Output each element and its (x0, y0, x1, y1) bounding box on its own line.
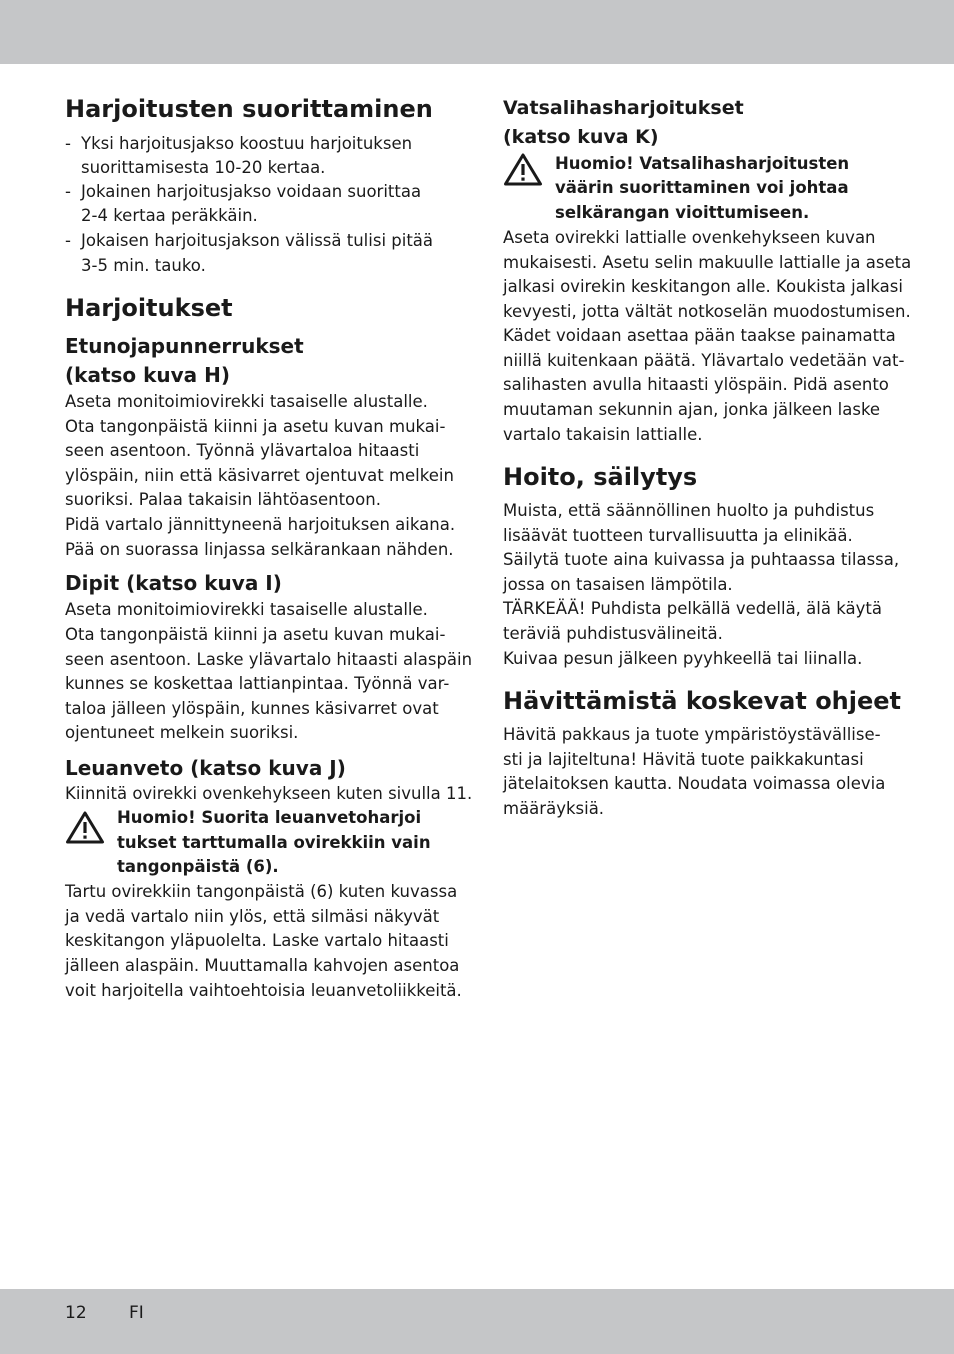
body-line: jälleen alaspäin. Muuttamalla kahvojen asentoa (65, 956, 460, 975)
warning-text-line: Huomio! Vatsalihasharjoitusten (555, 154, 850, 173)
body-line: Ota tangonpäistä kiinni ja asetu kuvan mukai- (65, 417, 446, 436)
bullet-dash: - (65, 231, 71, 250)
body-line: kunnes se koskettaa lattianpintaa. Työnnä var- (65, 674, 450, 693)
section-title-disposal: Hävittämistä koskevat ohjeet (503, 687, 902, 715)
body-line: taloa jälleen ylöspäin, kunnes käsivarret ovat (65, 699, 439, 718)
warning-text-line: selkärangan vioittumiseen. (555, 203, 810, 222)
language-code: FI (129, 1303, 144, 1323)
bullet-line: Jokaisen harjoitusjakson välissä tulisi pitää (81, 231, 434, 250)
header-band (0, 0, 954, 64)
body-line: Kädet voidaan asettaa pään taakse painamatta (503, 326, 896, 345)
body-line: ylöspäin, niin että käsivarret ojentuvat melkein (65, 466, 454, 485)
body-line: ja vedä vartalo niin ylös, että silmäsi näkyvät (65, 907, 440, 926)
body-line: jalkasi ovirekin keskitangon alle. Koukista jalkasi (503, 277, 903, 296)
body-line: Hävitä pakkaus ja tuote ympäristöystävällise- (503, 725, 881, 744)
bullet-dash: - (65, 182, 71, 201)
body-line: Ota tangonpäistä kiinni ja asetu kuvan mukai- (65, 625, 446, 644)
warning-text-line: Huomio! Suorita leuanvetoharjoi (117, 808, 422, 827)
bullet-line: Jokainen harjoitusjakso voidaan suorittaa (81, 182, 422, 201)
warning-triangle-icon (503, 152, 543, 188)
body-line: ojentuneet melkein suoriksi. (65, 723, 299, 742)
body-line: Tartu ovirekkiin tangonpäistä (6) kuten kuvassa (65, 882, 458, 901)
subsection-title-dips: Dipit (katso kuva I) (65, 571, 282, 595)
page-number: 12 (65, 1303, 87, 1323)
body-line: Kuivaa pesun jälkeen pyyhkeellä tai liinalla. (503, 649, 863, 668)
subsection-title-abs: Vatsalihasharjoitukset (503, 97, 744, 119)
body-line: sti ja lajiteltuna! Hävitä tuote paikkakuntasi (503, 750, 864, 769)
body-line: keskitangon yläpuolelta. Laske vartalo hitaasti (65, 931, 449, 950)
body-line: suoriksi. Palaa takaisin lähtöasentoon. (65, 490, 381, 509)
body-line: niillä kuitenkaan päätä. Ylävartalo vedetään vat- (503, 351, 905, 370)
section-title-exercises: Harjoitukset (65, 294, 233, 322)
body-line: seen asentoon. Työnnä ylävartaloa hitaasti (65, 441, 420, 460)
body-line: mukaisesti. Asetu selin makuulle lattialle ja aseta (503, 253, 912, 272)
subsection-title-abs-ref: (katso kuva K) (503, 126, 659, 148)
subsection-title-pushups-ref: (katso kuva H) (65, 363, 231, 387)
body-line: Aseta ovirekki lattialle ovenkehykseen kuvan (503, 228, 876, 247)
body-line: Pidä vartalo jännittyneenä harjoituksen aikana. (65, 515, 456, 534)
warning-text-line: väärin suorittaminen voi johtaa (555, 178, 849, 197)
body-line: Kiinnitä ovirekki ovenkehykseen kuten sivulla 11. (65, 784, 473, 803)
subsection-title-pushups: Etunojapunnerrukset (65, 334, 304, 358)
body-line: lisäävät tuotteen turvallisuutta ja elinikää. (503, 526, 853, 545)
body-line: Pää on suorassa linjassa selkärankaan nähden. (65, 540, 454, 559)
bullet-dash: - (65, 134, 71, 153)
body-line: voit harjoitella vaihtoehtoisia leuanvetoliikkeitä. (65, 981, 462, 1000)
body-line: teräviä puhdistusvälineitä. (503, 624, 723, 643)
body-line: Säilytä tuote aina kuivassa ja puhtaassa tilassa, (503, 550, 900, 569)
body-line: vartalo takaisin lattialle. (503, 425, 703, 444)
bullet-line: 3-5 min. tauko. (81, 256, 206, 275)
body-line: seen asentoon. Laske ylävartalo hitaasti alaspäin (65, 650, 473, 669)
body-line: salihasten avulla hitaasti ylöspäin. Pidä asento (503, 375, 889, 394)
body-line: TÄRKEÄÄ! Puhdista pelkällä vedellä, älä käytä (503, 599, 882, 618)
body-line: muutaman sekunnin ajan, jonka jälkeen laske (503, 400, 881, 419)
section-title-exercise-execution: Harjoitusten suorittaminen (65, 95, 433, 123)
bullet-line: suorittamisesta 10-20 kertaa. (81, 158, 326, 177)
warning-triangle-icon (65, 810, 105, 846)
section-title-care-storage: Hoito, säilytys (503, 463, 698, 491)
bullet-line: 2-4 kertaa peräkkäin. (81, 206, 258, 225)
bullet-line: Yksi harjoitusjakso koostuu harjoituksen (81, 134, 413, 153)
body-line: jossa on tasaisen lämpötila. (503, 575, 733, 594)
warning-text-line: tangonpäistä (6). (117, 857, 279, 876)
body-line: Aseta monitoimiovirekki tasaiselle alustalle. (65, 392, 428, 411)
body-line: Aseta monitoimiovirekki tasaiselle alustalle. (65, 600, 428, 619)
warning-text-line: tukset tarttumalla ovirekkiin vain (117, 833, 431, 852)
body-line: jätelaitoksen kautta. Noudata voimassa olevia (503, 774, 886, 793)
body-line: määräyksiä. (503, 799, 605, 818)
body-line: kevyesti, jotta vältät notkoselän muodostumisen. (503, 302, 911, 321)
body-line: Muista, että säännöllinen huolto ja puhdistus (503, 501, 875, 520)
subsection-title-chinups: Leuanveto (katso kuva J) (65, 756, 346, 780)
